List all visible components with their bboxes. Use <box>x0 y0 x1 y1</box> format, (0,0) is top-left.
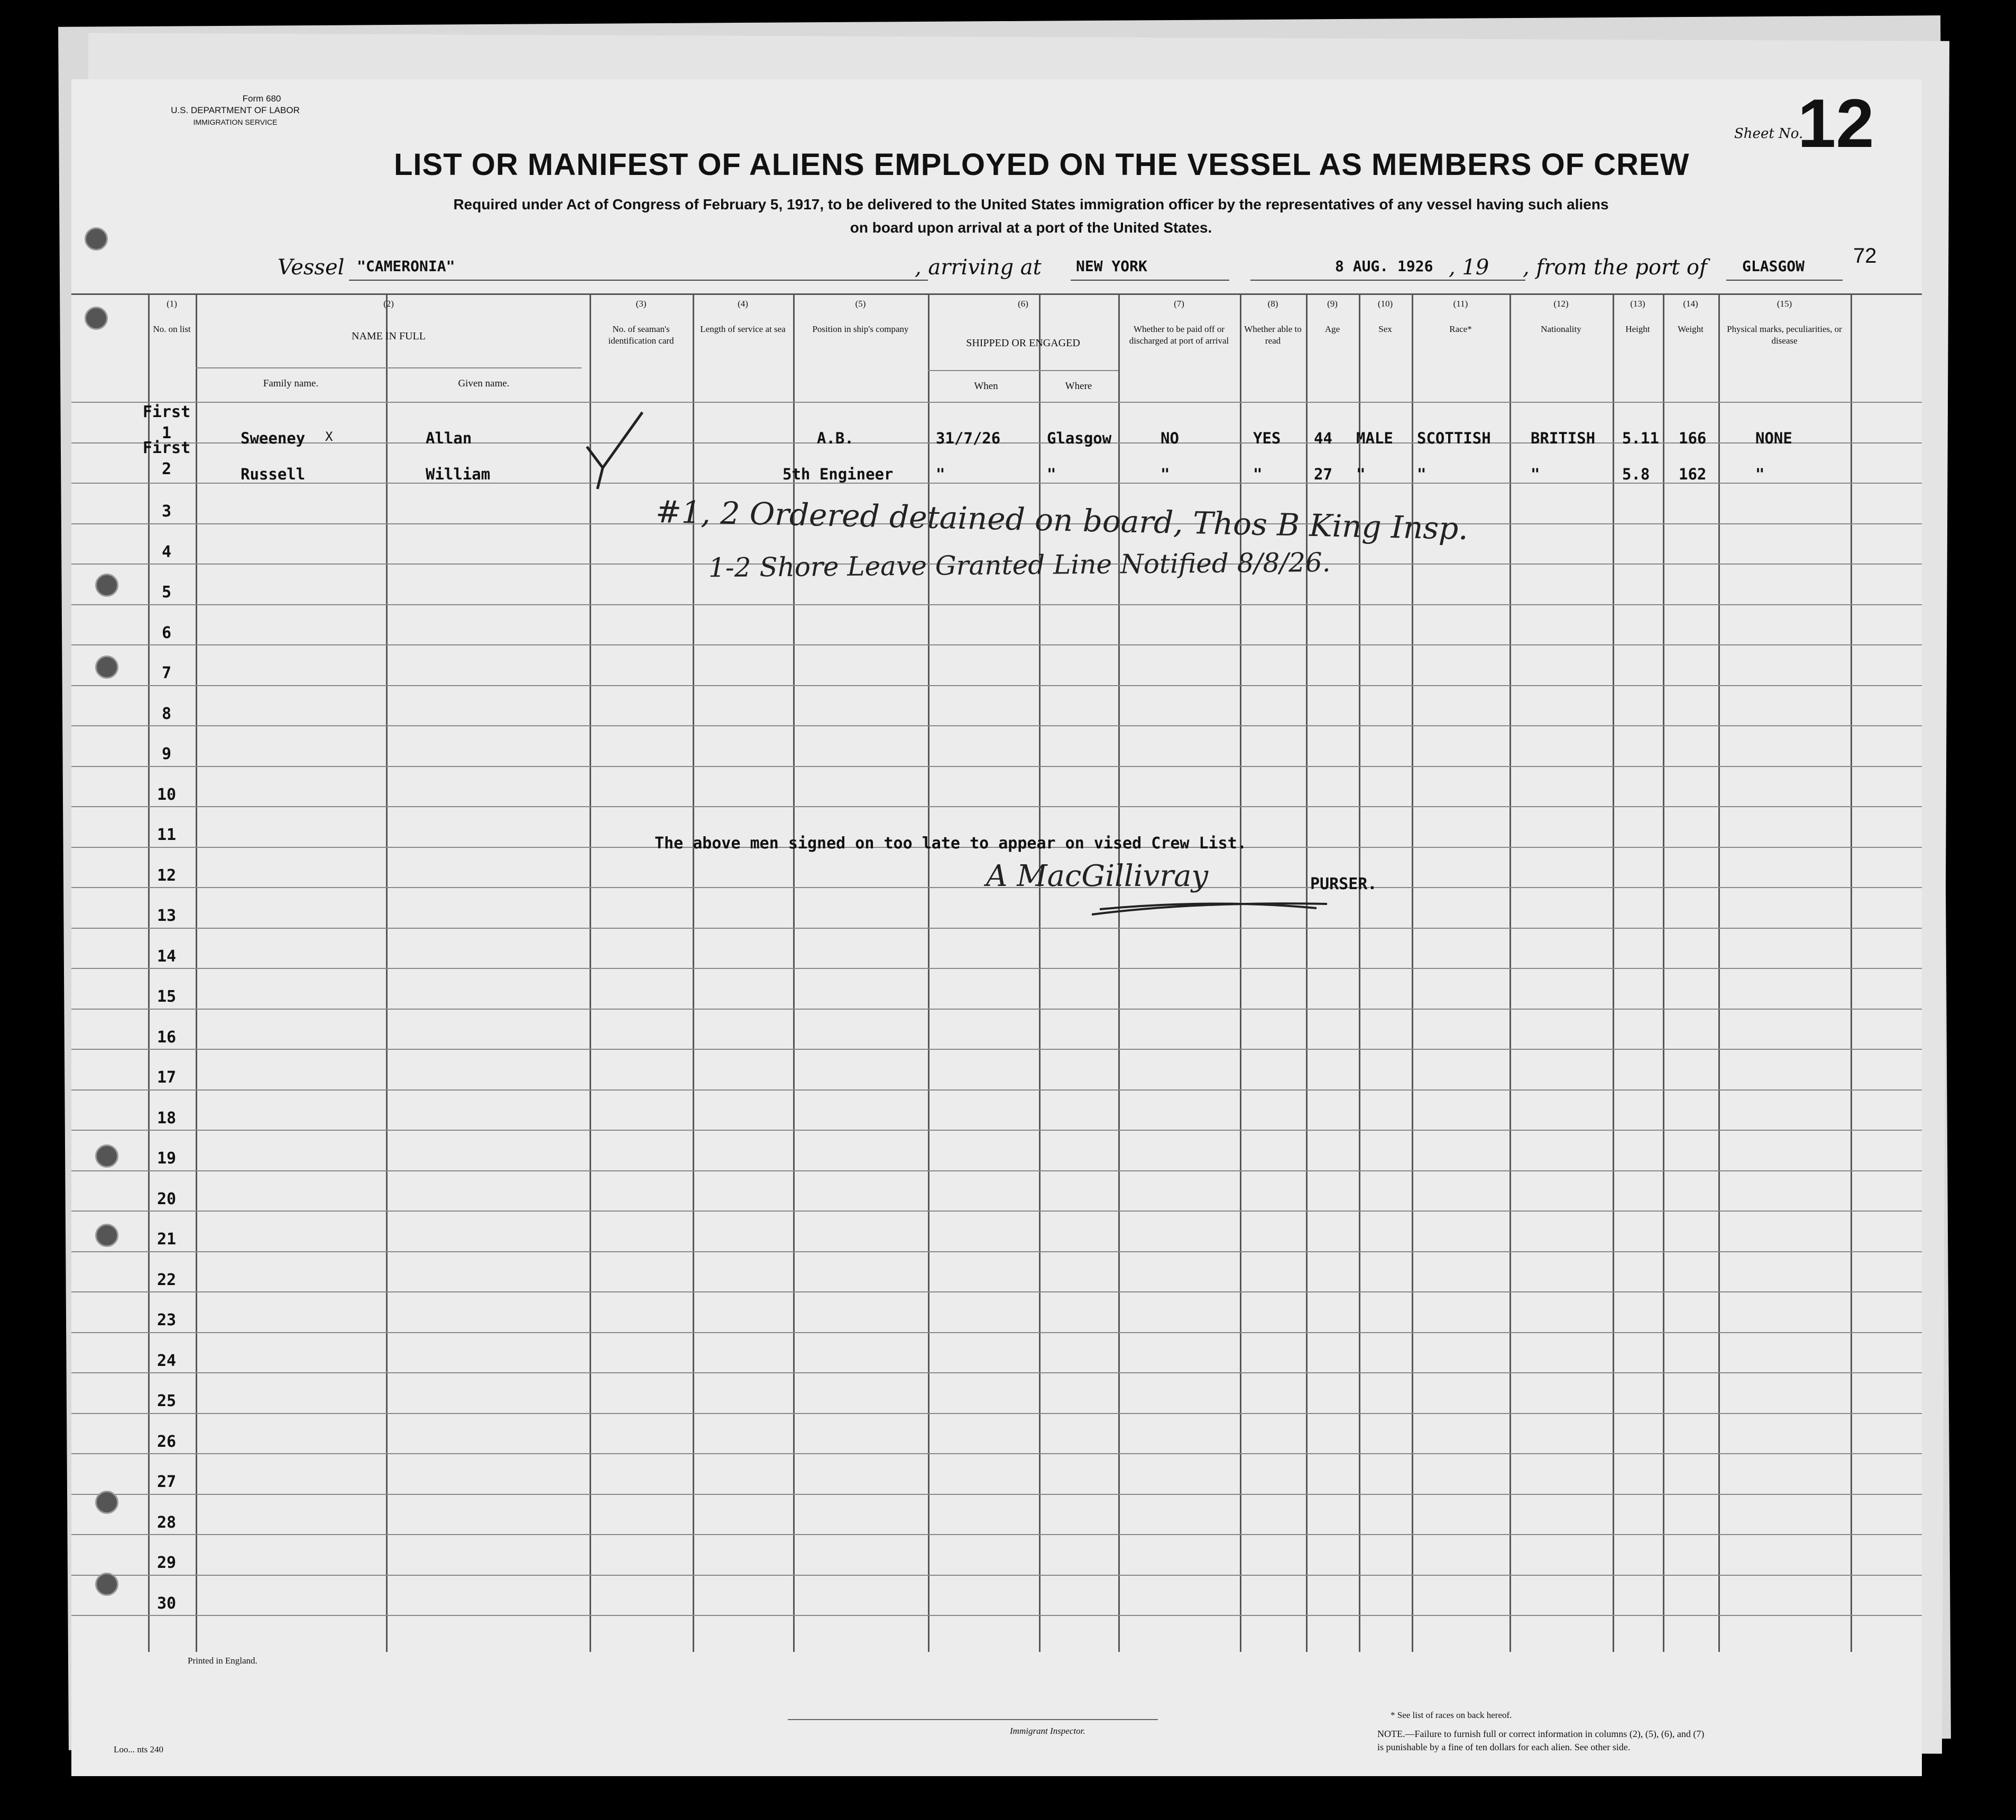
cell-sex: " <box>1356 465 1366 483</box>
column-header: Height <box>1625 324 1650 334</box>
row-number: 6 <box>161 623 172 642</box>
row-rule <box>71 1049 1922 1050</box>
cell-paid-off: NO <box>1161 429 1179 447</box>
cell-race: SCOTTISH <box>1417 429 1491 447</box>
row-number: 19 <box>157 1149 177 1168</box>
cell-when: 31/7/26 <box>936 429 1001 447</box>
column-number: (4) <box>738 299 748 309</box>
row-number: 3 <box>161 502 172 521</box>
column-number: (3) <box>636 299 647 309</box>
column-header: No. on list <box>153 324 191 334</box>
arriving-label: , arriving at <box>915 255 1042 280</box>
cell-family: Sweeney <box>241 429 306 447</box>
cell-sex: MALE <box>1356 429 1393 447</box>
row-number: 29 <box>157 1554 177 1572</box>
column-number: (10) <box>1377 299 1393 309</box>
column-number: (14) <box>1683 299 1698 309</box>
header-top-rule <box>71 293 1922 295</box>
column-number: (6) <box>1018 299 1028 309</box>
column-rule <box>1509 293 1511 1652</box>
cell-given: William <box>426 465 491 483</box>
cell-read: " <box>1253 465 1263 483</box>
row-rule <box>71 1453 1922 1454</box>
row-rule <box>71 1251 1922 1252</box>
column-rule <box>1663 293 1664 1652</box>
printed-in: Printed in England. <box>188 1656 257 1666</box>
handwritten-note-1: #1, 2 Ordered detained on board, Thos B King Insp. <box>655 493 1469 547</box>
vessel-line <box>278 251 1843 283</box>
left-fragment: Loo... nts 240 <box>114 1744 163 1754</box>
cell-marks: " <box>1755 465 1765 483</box>
column-rule <box>1306 293 1308 1652</box>
row-number: 16 <box>157 1028 177 1047</box>
row-rule <box>71 1372 1922 1373</box>
cell-height: 5.8 <box>1622 465 1650 483</box>
column-header: Nationality <box>1541 324 1581 334</box>
binder-hole <box>95 655 118 679</box>
cell-nationality: " <box>1531 465 1540 483</box>
column-rule <box>1851 293 1852 1652</box>
row-rule <box>71 1009 1922 1010</box>
row-rule <box>71 1130 1922 1131</box>
column-header: Weight <box>1678 324 1704 334</box>
row-number: 28 <box>157 1513 177 1532</box>
column-header: Whether to be paid off or discharged at port of arrival <box>1129 324 1229 346</box>
purser-signature: A MacGillivray <box>986 859 1209 893</box>
year-label: , 19 <box>1449 255 1489 280</box>
cell-given: Allan <box>426 429 472 447</box>
given-name-header: Given name. <box>458 378 510 389</box>
row-rule <box>71 1332 1922 1333</box>
where-header: Where <box>1065 381 1092 392</box>
corner-number: 72 <box>1853 244 1877 267</box>
cell-when: " <box>936 465 945 483</box>
shipped-subheader-rule <box>928 370 1118 371</box>
row-number: 24 <box>157 1351 177 1370</box>
penalty-note-2: is punishable by a fine of ten dollars for each alien. See other side. <box>1377 1742 1631 1752</box>
page-title: LIST OR MANIFEST OF ALIENS EMPLOYED ON THE VESSEL AS MEMBERS OF CREW <box>394 147 1690 182</box>
row-rule <box>71 1089 1922 1091</box>
column-number: (2) <box>383 299 394 309</box>
vessel-name: "CAMERONIA" <box>357 257 455 275</box>
signature-underline <box>1089 899 1332 920</box>
row-rule <box>71 1170 1922 1171</box>
column-number: (15) <box>1776 299 1792 309</box>
column-rule <box>386 293 388 1652</box>
row-number: 7 <box>161 664 172 682</box>
column-header: NAME IN FULL <box>352 330 426 342</box>
column-header: Position in ship's company <box>812 324 909 334</box>
row-number: 11 <box>157 826 177 844</box>
column-header: Sex <box>1378 324 1392 334</box>
check-mark <box>582 404 650 494</box>
row-number: 30 <box>157 1594 177 1613</box>
cell-where: Glasgow <box>1047 429 1112 447</box>
race-note: * See list of races on back hereof. <box>1391 1710 1512 1720</box>
column-header: Whether able to read <box>1244 324 1302 346</box>
column-rule <box>1039 293 1041 1652</box>
cell-position: A.B. <box>817 429 854 447</box>
row-number: 2 <box>161 460 172 478</box>
column-header: Length of service at sea <box>700 324 786 334</box>
row-rule <box>71 1211 1922 1212</box>
department-name: U.S. DEPARTMENT OF LABOR <box>171 105 300 115</box>
column-rule <box>928 293 929 1652</box>
from-port-rule <box>1726 280 1843 281</box>
column-number: (9) <box>1327 299 1338 309</box>
row-rule <box>71 604 1922 605</box>
cell-height: 5.11 <box>1622 429 1659 447</box>
column-rule <box>1118 293 1120 1652</box>
row-number: 20 <box>157 1189 177 1208</box>
row-number: 18 <box>157 1108 177 1128</box>
cell-where: " <box>1047 465 1056 483</box>
column-rule <box>590 293 591 1652</box>
column-number: (7) <box>1174 299 1184 309</box>
vessel-label: Vessel <box>278 255 345 280</box>
handwritten-note-2: 1-2 Shore Leave Granted Line Notified 8/8/26. <box>708 547 1331 584</box>
row-number: 10 <box>157 785 177 804</box>
form-header-block <box>135 93 336 128</box>
row-rule <box>71 806 1922 807</box>
purser-title: PURSER. <box>1310 875 1377 893</box>
column-rule <box>1718 293 1720 1652</box>
cell-read: YES <box>1253 429 1281 447</box>
row-number: 13 <box>157 907 177 925</box>
cell-mark: X <box>325 429 333 444</box>
subtitle-line-1: Required under Act of Congress of February 5, 1917, to be delivered to the United States immigration officer by the representatives of any vessel having such aliens <box>453 196 1609 213</box>
cell-position: 5th Engineer <box>783 465 894 483</box>
row-rule <box>71 644 1922 645</box>
subtitle-line-2: on board upon arrival at a port of the United States. <box>850 219 1212 236</box>
row-prefix: First <box>142 439 191 457</box>
column-number: (12) <box>1553 299 1569 309</box>
row-rule <box>71 1291 1922 1292</box>
binder-hole <box>95 1144 118 1168</box>
column-rule <box>1359 293 1360 1652</box>
penalty-note-1: NOTE.—Failure to furnish full or correct information in columns (2), (5), (6), and (7) <box>1377 1729 1705 1739</box>
binder-hole <box>95 1573 118 1596</box>
row-number: 1 <box>161 424 172 442</box>
from-port: GLASGOW <box>1742 257 1805 275</box>
row-rule <box>71 1615 1922 1616</box>
row-rule <box>71 1413 1922 1414</box>
page-subtitle <box>296 193 1766 239</box>
row-rule <box>71 1575 1922 1576</box>
binder-hole <box>95 574 118 597</box>
from-port-label: , from the port of <box>1523 255 1707 280</box>
arrival-date: 8 AUG. 1926 <box>1335 257 1433 275</box>
row-number: 22 <box>157 1270 177 1289</box>
column-number: (5) <box>855 299 866 309</box>
column-rule <box>1412 293 1413 1652</box>
row-number: 5 <box>161 583 172 602</box>
arriving-port: NEW YORK <box>1076 257 1147 275</box>
row-rule <box>71 1534 1922 1535</box>
when-header: When <box>974 381 998 392</box>
column-header: SHIPPED OR ENGAGED <box>966 337 1080 349</box>
inspector-label: Immigrant Inspector. <box>1010 1726 1085 1736</box>
row-number: 25 <box>157 1392 177 1410</box>
row-rule <box>71 1494 1922 1495</box>
column-number: (1) <box>167 299 177 309</box>
cell-race: " <box>1417 465 1426 483</box>
row-number: 27 <box>157 1473 177 1491</box>
column-header: Age <box>1324 324 1340 334</box>
row-number: 26 <box>157 1432 177 1451</box>
row-number: 12 <box>157 866 177 885</box>
cell-family: Russell <box>241 465 306 483</box>
cell-age: 44 <box>1314 429 1332 447</box>
column-header: Physical marks, peculiarities, or disease <box>1727 324 1842 346</box>
column-header: No. of seaman's identification card <box>608 324 674 346</box>
cell-marks: NONE <box>1755 429 1792 447</box>
inspector-rule <box>788 1719 1158 1720</box>
binder-hole <box>85 307 108 330</box>
name-subheader-rule <box>196 367 582 368</box>
cell-weight: 166 <box>1679 429 1707 447</box>
row-number: 4 <box>161 542 172 561</box>
vessel-rule <box>349 280 928 281</box>
binder-hole <box>95 1491 118 1514</box>
column-rule <box>1613 293 1614 1652</box>
arriving-rule <box>1071 280 1229 281</box>
column-rule <box>196 293 197 1652</box>
cell-paid-off: " <box>1161 465 1170 483</box>
row-rule <box>71 402 1922 403</box>
column-number: (13) <box>1630 299 1645 309</box>
sheet-label: Sheet No. <box>1734 126 1803 142</box>
row-rule <box>71 685 1922 686</box>
row-number: 8 <box>161 704 172 723</box>
cell-weight: 162 <box>1679 465 1707 483</box>
binder-hole <box>95 1224 118 1247</box>
cell-age: 27 <box>1314 465 1332 483</box>
row-number: 17 <box>157 1068 177 1087</box>
row-rule <box>71 725 1922 726</box>
sheet-number: 12 <box>1798 85 1874 162</box>
service-name: IMMIGRATION SERVICE <box>193 118 278 126</box>
row-rule <box>71 928 1922 929</box>
column-number: (11) <box>1453 299 1468 309</box>
date-rule <box>1250 280 1525 281</box>
family-name-header: Family name. <box>263 378 319 389</box>
column-header: Race* <box>1449 324 1472 334</box>
row-number: 15 <box>157 987 177 1006</box>
typed-note: The above men signed on too late to appear on vised Crew List. <box>655 834 1247 853</box>
row-prefix: First <box>142 403 191 421</box>
column-number: (8) <box>1267 299 1278 309</box>
cell-nationality: BRITISH <box>1531 429 1596 447</box>
column-rule <box>1240 293 1241 1652</box>
row-number: 21 <box>157 1230 177 1249</box>
row-number: 14 <box>157 947 177 966</box>
row-number: 9 <box>161 745 172 763</box>
row-rule <box>71 968 1922 969</box>
binder-hole <box>85 227 108 251</box>
row-number: 23 <box>157 1311 177 1329</box>
row-rule <box>71 766 1922 767</box>
form-number: Form 680 <box>242 94 281 104</box>
